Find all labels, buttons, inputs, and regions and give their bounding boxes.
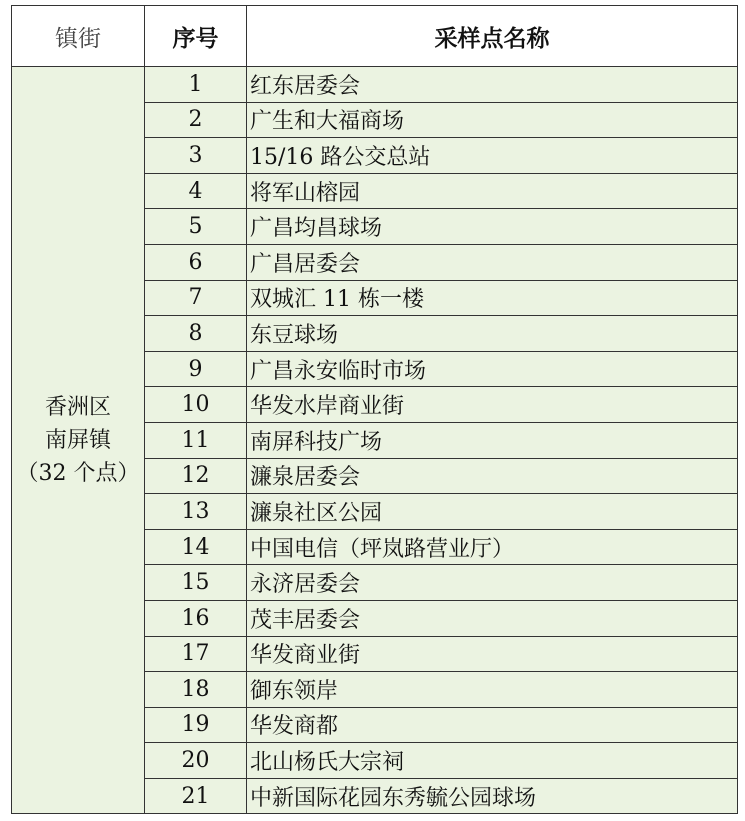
- row-number: 11: [145, 422, 247, 458]
- site-name: 濂泉居委会: [247, 458, 738, 494]
- table-body: [12, 67, 738, 814]
- town-cell: [12, 67, 145, 814]
- row-number: 4: [145, 173, 247, 209]
- site-name: 御东领岸: [247, 672, 738, 708]
- header-seq: 序号: [145, 6, 247, 67]
- row-number: 10: [145, 387, 247, 423]
- row-number: 12: [145, 458, 247, 494]
- site-name: 广生和大福商场: [247, 102, 738, 138]
- site-name: 南屏科技广场: [247, 422, 738, 458]
- row-number: 18: [145, 672, 247, 708]
- site-name: 中国电信（坪岚路营业厅）: [247, 529, 738, 565]
- site-name: 濂泉社区公园: [247, 494, 738, 530]
- site-name: 15/16 路公交总站: [247, 138, 738, 174]
- site-name: 将军山榕园: [247, 173, 738, 209]
- sampling-sites-table: [11, 5, 738, 814]
- site-name: 茂丰居委会: [247, 600, 738, 636]
- site-name: 广昌居委会: [247, 244, 738, 280]
- table-row: [12, 67, 738, 103]
- row-number: 3: [145, 138, 247, 174]
- town-label-line3: （32 个点）: [16, 460, 140, 486]
- row-number: 20: [145, 743, 247, 779]
- site-name: 华发水岸商业街: [247, 387, 738, 423]
- site-name: 华发商业街: [247, 636, 738, 672]
- row-number: 16: [145, 600, 247, 636]
- row-number: 17: [145, 636, 247, 672]
- row-number: 8: [145, 316, 247, 352]
- row-number: 13: [145, 494, 247, 530]
- row-number: 21: [145, 778, 247, 814]
- site-name: 双城汇 11 栋一楼: [247, 280, 738, 316]
- site-name: 永济居委会: [247, 565, 738, 601]
- site-name: 东豆球场: [247, 316, 738, 352]
- row-number: 9: [145, 351, 247, 387]
- site-name: 广昌永安临时市场: [247, 351, 738, 387]
- site-name: 华发商都: [247, 707, 738, 743]
- row-number: 7: [145, 280, 247, 316]
- row-number: 2: [145, 102, 247, 138]
- header-site-name: 采样点名称: [247, 6, 738, 67]
- row-number: 1: [145, 67, 247, 103]
- header-town: 镇街: [12, 6, 145, 67]
- row-number: 6: [145, 244, 247, 280]
- site-name: 红东居委会: [247, 67, 738, 103]
- row-number: 14: [145, 529, 247, 565]
- header-row: [12, 6, 738, 67]
- town-label-line1: 香洲区: [44, 394, 111, 420]
- site-name: 中新国际花园东秀毓公园球场: [247, 778, 738, 814]
- row-number: 5: [145, 209, 247, 245]
- site-name: 广昌均昌球场: [247, 209, 738, 245]
- row-number: 15: [145, 565, 247, 601]
- town-label-line2: 南屏镇: [44, 427, 111, 453]
- site-name: 北山杨氏大宗祠: [247, 743, 738, 779]
- row-number: 19: [145, 707, 247, 743]
